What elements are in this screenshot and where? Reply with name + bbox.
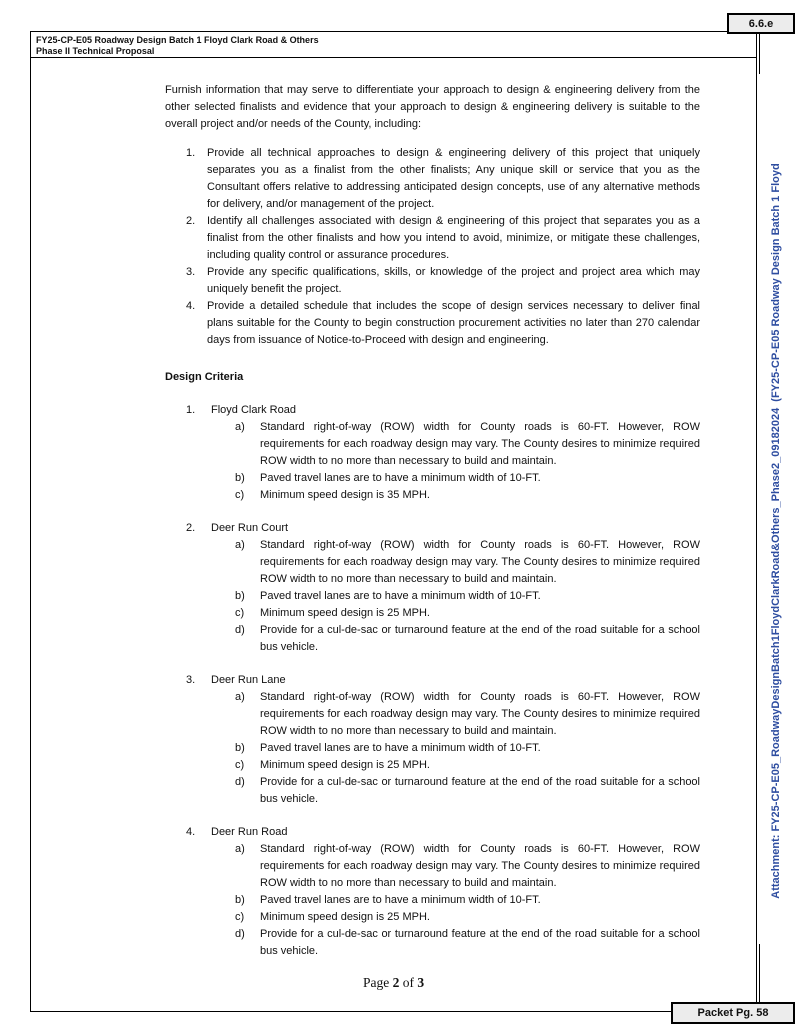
sub-item-letter: d) <box>235 624 245 636</box>
doc-header <box>36 35 319 57</box>
item-number: 1. <box>186 147 196 159</box>
footer-page-number: 2 <box>392 975 400 990</box>
sub-item-text: Paved travel lanes are to have a minimum width of 10-FT. <box>260 894 541 906</box>
criteria-title-row <box>165 520 700 537</box>
sub-item <box>165 537 700 588</box>
item-number: 2. <box>186 215 196 227</box>
doc-header-line1: FY25-CP-E05 Roadway Design Batch 1 Floyd Clark Road & Others <box>36 35 319 45</box>
item-text: Provide any specific qualifications, skills, or knowledge of the project and project area which may uniquely benefit the project. <box>207 266 700 295</box>
sub-item-text: Paved travel lanes are to have a minimum width of 10-FT. <box>260 742 541 754</box>
sub-item-letter: a) <box>235 843 245 855</box>
sub-item-letter: c) <box>235 759 245 771</box>
item-text: Identify all challenges associated with design & engineering of this project that separates you as a finalist from the other finalists and how you intend to avoid, minimize, or mitigate these challenges, including quality control or assurance procedures. <box>207 215 700 261</box>
sub-item <box>165 892 700 909</box>
criteria-number: 4. <box>186 826 196 838</box>
list-item <box>165 145 700 213</box>
criteria-title-row <box>165 672 700 689</box>
connector-line-bottom <box>759 944 760 1003</box>
criteria-title-row <box>165 824 700 841</box>
sub-item-text: Provide for a cul-de-sac or turnaround feature at the end of the road suitable for a school bus vehicle. <box>260 624 700 653</box>
sub-item <box>165 926 700 960</box>
criteria-block <box>165 672 700 808</box>
criteria-number: 1. <box>186 404 196 416</box>
list-item <box>165 298 700 349</box>
criteria-name: Deer Run Court <box>211 522 289 534</box>
sub-item-text: Standard right-of-way (ROW) width for County roads is 60-FT. However, ROW requirements for each roadway design may vary. The County desires to minimize required ROW width to no more than necessary to build and maintain. <box>260 691 700 737</box>
sub-item-letter: b) <box>235 894 245 906</box>
item-number: 3. <box>186 266 196 278</box>
sub-item <box>165 757 700 774</box>
header-rule <box>30 57 757 58</box>
sub-item-letter: a) <box>235 691 245 703</box>
sub-item <box>165 419 700 470</box>
sub-item-text: Standard right-of-way (ROW) width for County roads is 60-FT. However, ROW requirements for each roadway design may vary. The County desires to minimize required ROW width to no more than necessary to build and maintain. <box>260 421 700 467</box>
sub-item-letter: b) <box>235 742 245 754</box>
footer-of-word: of <box>399 975 418 990</box>
sub-item-text: Minimum speed design is 35 MPH. <box>260 489 430 501</box>
attachment-sidebar-text: Attachment: FY25-CP-E05_RoadwayDesignBatch1FloydClarkRoad&Others_Phase2_09182024 (FY25-CP-E05 Roadway Design Batch 1 Floyd <box>770 163 782 899</box>
page-footer <box>30 975 757 991</box>
requirements-list <box>165 145 700 349</box>
sub-item-text: Minimum speed design is 25 MPH. <box>260 759 430 771</box>
footer-total-pages: 3 <box>417 975 425 990</box>
criteria-name: Deer Run Road <box>211 826 288 838</box>
item-number: 4. <box>186 300 196 312</box>
sub-item-letter: d) <box>235 776 245 788</box>
sub-item <box>165 909 700 926</box>
packet-page-box <box>671 1002 795 1024</box>
sub-item-letter: b) <box>235 472 245 484</box>
sub-item <box>165 774 700 808</box>
sub-item-letter: c) <box>235 489 245 501</box>
item-text: Provide a detailed schedule that includes the scope of design services necessary to deliver final plans suitable for the County to begin construction procurement activities no later than 270 calendar days from issuance of Notice-to-Proceed with design and engineering. <box>207 300 700 346</box>
sub-item-text: Provide for a cul-de-sac or turnaround feature at the end of the road suitable for a school bus vehicle. <box>260 776 700 805</box>
list-item <box>165 264 700 298</box>
item-text: Provide all technical approaches to design & engineering delivery of this project that uniquely separates you as a finalist from the other finalists; Any unique skill or service that you as the Consultant offers relative to addressing anticipated design concepts, use of any alternative methods for delivery, and/or management of the project. <box>207 147 700 210</box>
sub-item-letter: c) <box>235 607 245 619</box>
criteria-block <box>165 824 700 960</box>
sub-item <box>165 841 700 892</box>
packet-page-label: Packet Pg. 58 <box>697 1007 769 1019</box>
sub-item-text: Minimum speed design is 25 MPH. <box>260 911 430 923</box>
intro-paragraph: Furnish information that may serve to differentiate your approach to design & engineering delivery from the other selected finalists and evidence that your approach to design & engineering delivery is suitable to the overall project and/or needs of the County, including: <box>165 84 700 130</box>
sub-item <box>165 740 700 757</box>
design-criteria-heading: Design Criteria <box>165 371 244 383</box>
sub-item-letter: a) <box>235 539 245 551</box>
list-item <box>165 213 700 264</box>
document-body <box>165 82 700 960</box>
sub-item-text: Paved travel lanes are to have a minimum width of 10-FT. <box>260 590 541 602</box>
sub-item-letter: a) <box>235 421 245 433</box>
sub-item-text: Standard right-of-way (ROW) width for County roads is 60-FT. However, ROW requirements for each roadway design may vary. The County desires to minimize required ROW width to no more than necessary to build and maintain. <box>260 843 700 889</box>
sub-item <box>165 588 700 605</box>
criteria-name: Floyd Clark Road <box>211 404 296 416</box>
sub-item-letter: c) <box>235 911 245 923</box>
criteria-number: 3. <box>186 674 196 686</box>
criteria-title-row <box>165 402 700 419</box>
sub-item-text: Paved travel lanes are to have a minimum width of 10-FT. <box>260 472 541 484</box>
criteria-number: 2. <box>186 522 196 534</box>
doc-header-line2: Phase II Technical Proposal <box>36 46 155 56</box>
footer-page-word: Page <box>362 975 393 990</box>
sub-item-text: Standard right-of-way (ROW) width for County roads is 60-FT. However, ROW requirements for each roadway design may vary. The County desires to minimize required ROW width to no more than necessary to build and maintain. <box>260 539 700 585</box>
criteria-block <box>165 402 700 504</box>
sub-item <box>165 622 700 656</box>
sub-item <box>165 487 700 504</box>
sub-item-text: Provide for a cul-de-sac or turnaround feature at the end of the road suitable for a school bus vehicle. <box>260 928 700 957</box>
criteria-block <box>165 520 700 656</box>
sub-item <box>165 689 700 740</box>
agenda-item-tab <box>727 13 795 34</box>
criteria-name: Deer Run Lane <box>211 674 286 686</box>
sub-item-text: Minimum speed design is 25 MPH. <box>260 607 430 619</box>
sub-item-letter: d) <box>235 928 245 940</box>
sub-item-letter: b) <box>235 590 245 602</box>
sub-item <box>165 605 700 622</box>
sub-item <box>165 470 700 487</box>
agenda-item-tab-label: 6.6.e <box>748 17 774 30</box>
connector-line-top <box>759 34 760 74</box>
